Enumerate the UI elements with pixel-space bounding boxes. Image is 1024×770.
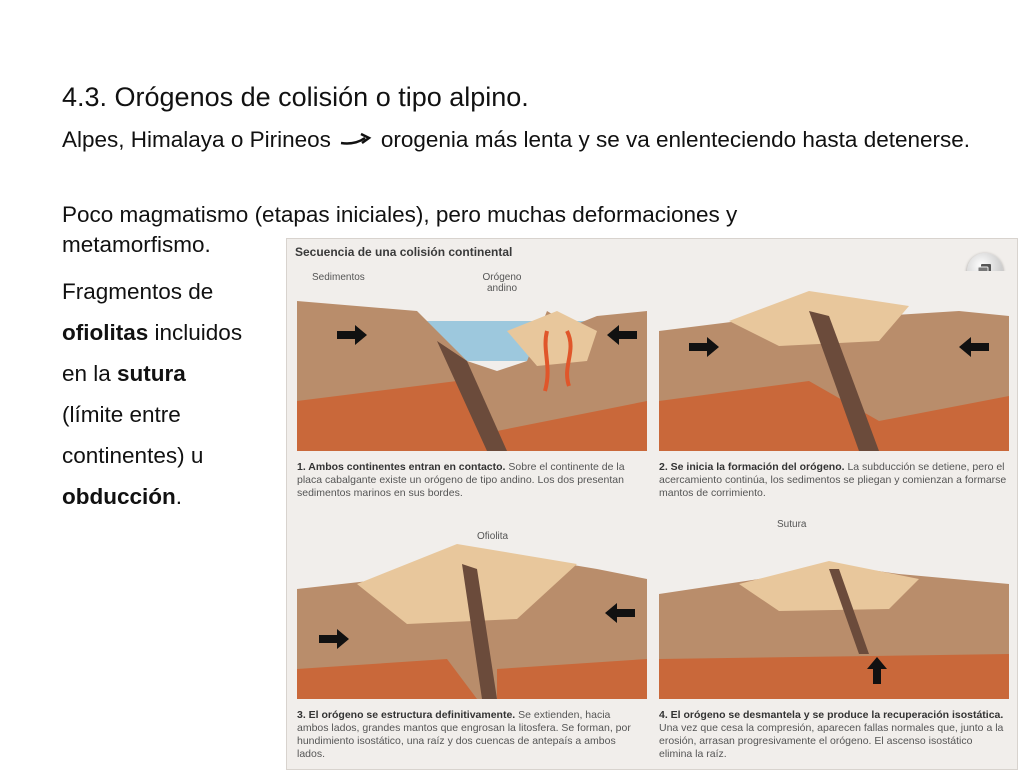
side-line-5: continentes) u <box>62 443 204 468</box>
panel-2-diagram <box>659 271 1009 451</box>
side-line-3-pre: en la <box>62 361 118 386</box>
orogeno-label-1: Orógeno <box>482 272 522 283</box>
caption-2-bold: 2. Se inicia la formación del orógeno. <box>659 461 845 473</box>
side-line-6 <box>62 482 182 512</box>
ofiolitas-term: ofiolitas <box>62 320 149 345</box>
obduccion-term: obducción <box>62 484 176 509</box>
caption-1 <box>297 461 642 500</box>
panel-1-diagram <box>297 271 647 451</box>
sedimentos-label: Sedimentos <box>312 272 365 283</box>
orogeno-label <box>472 272 532 294</box>
side-line-1: Fragmentos de <box>62 279 214 304</box>
collision-figure <box>286 238 1018 770</box>
sutura-label: Sutura <box>777 519 807 530</box>
caption-4-text: Una vez que cesa la compresión, aparecen fallas normales que, junto a la erosión, arrasan progresivamente el orógeno. El ascenso isostático elimina la raíz. <box>659 722 1004 760</box>
panel-4-diagram <box>659 539 1009 699</box>
caption-2-text: La subducción se detiene, pero el acercamiento continúa, los sedimentos se pliegan y comienzan a formarse mantos de corrimiento. <box>659 461 1007 499</box>
paragraph-magmatismo: Poco magmatismo (etapas iniciales), pero muchas deformaciones y metamorfismo. <box>62 202 738 257</box>
caption-3-bold: 3. El orógeno se estructura definitivamente. <box>297 709 516 721</box>
caption-1-text: Sobre el continente de la placa cabalgante existe un orógeno de tipo andino. Los dos presentan sedimentos marinos en sus bordes. <box>297 461 625 499</box>
slide-title: 4.3. Orógenos de colisión o tipo alpino. <box>62 82 529 112</box>
side-line-2-rest: incluidos <box>148 320 243 345</box>
figure-title: Secuencia de una colisión continental <box>295 245 513 259</box>
caption-3-text: Se extienden, hacia ambos lados, grandes mantos que engrosan la litosfera. Se forman, por hundimiento isostático, una raíz y dos cuencas de antepaís a ambos lados. <box>297 709 631 760</box>
sutura-term: sutura <box>117 361 186 386</box>
paragraph-alpes <box>62 125 982 156</box>
caption-1-bold: 1. Ambos continentes entran en contacto. <box>297 461 506 473</box>
orogeno-label-2: andino <box>486 283 518 294</box>
caption-4-bold: 4. El orógeno se desmantela y se produce la recuperación isostática. <box>659 709 1004 721</box>
side-line-2 <box>62 318 242 348</box>
caption-2 <box>659 461 1007 500</box>
side-line-3 <box>62 359 186 389</box>
side-line-4: (límite entre <box>62 402 181 427</box>
alpes-text: Alpes, Himalaya o Pirineos <box>62 127 331 152</box>
side-line-6-rest: . <box>175 484 183 509</box>
right-arrow-icon <box>339 126 373 156</box>
orogenia-text: orogenia más lenta y se va enlenteciendo hasta detenerse. <box>380 127 971 152</box>
caption-3 <box>297 709 642 761</box>
panel-3-diagram <box>297 539 647 699</box>
ofiolita-label: Ofiolita <box>477 531 509 542</box>
caption-4 <box>659 709 1007 761</box>
